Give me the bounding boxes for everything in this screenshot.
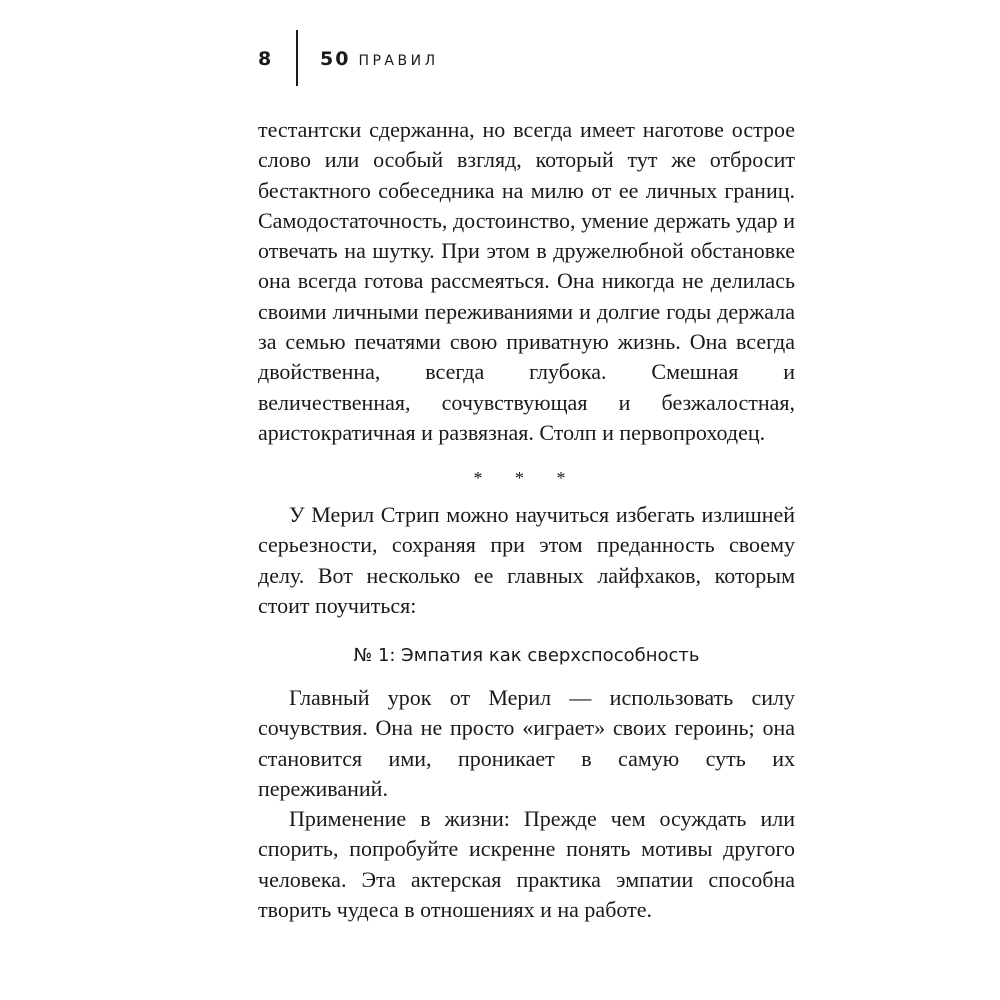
page-header xyxy=(258,30,778,86)
paragraph: У Мерил Стрип можно научиться избегать излишней серьезности, сохраняя при этом преданность своему делу. Вот несколько ее главных лайфхаков, которым стоит поучиться: xyxy=(258,502,795,618)
page-number: 8 xyxy=(258,48,273,70)
running-head-word: ПРАВИЛ xyxy=(358,53,439,69)
body-text-section xyxy=(258,683,795,925)
section-subheading: № 1: Эмпатия как сверхспособность xyxy=(353,645,700,666)
paragraph: Главный урок от Мерил — использовать силу сочувствия. Она не просто «играет» своих героинь; она становится ими, проникает в самую суть их переживаний. xyxy=(258,685,795,801)
paragraph: Применение в жизни: Прежде чем осуждать или спорить, попробуйте искренне понять мотивы другого человека. Эта актерская практика эмпатии способна творить чудеса в отношениях и на работе. xyxy=(258,806,795,923)
section-separator: * * * xyxy=(473,468,580,488)
paragraph: тестантски сдержанна, но всегда имеет наготове острое слово или особый взгляд, который тут же отбросит бестактного собеседника на милю от ее личных границ. Самодостаточность, достоинство, умение держать удар и отвечать на шутку. При этом в дружелюбной обстановке она всегда готова рассмеяться. Она никогда не делилась своими личными переживаниями и долгие годы держала за семью печатями свою приватную жизнь. Она всегда двойственна, всегда глубока. Смешная и величественная, сочувствующая и безжалостная, аристократичная и развязная. Столп и первопроходец. xyxy=(258,117,795,445)
running-head xyxy=(320,48,439,70)
header-divider xyxy=(296,30,298,86)
body-text-continued xyxy=(258,115,795,448)
running-head-number: 50 xyxy=(320,48,351,70)
body-text-intro xyxy=(258,500,795,621)
